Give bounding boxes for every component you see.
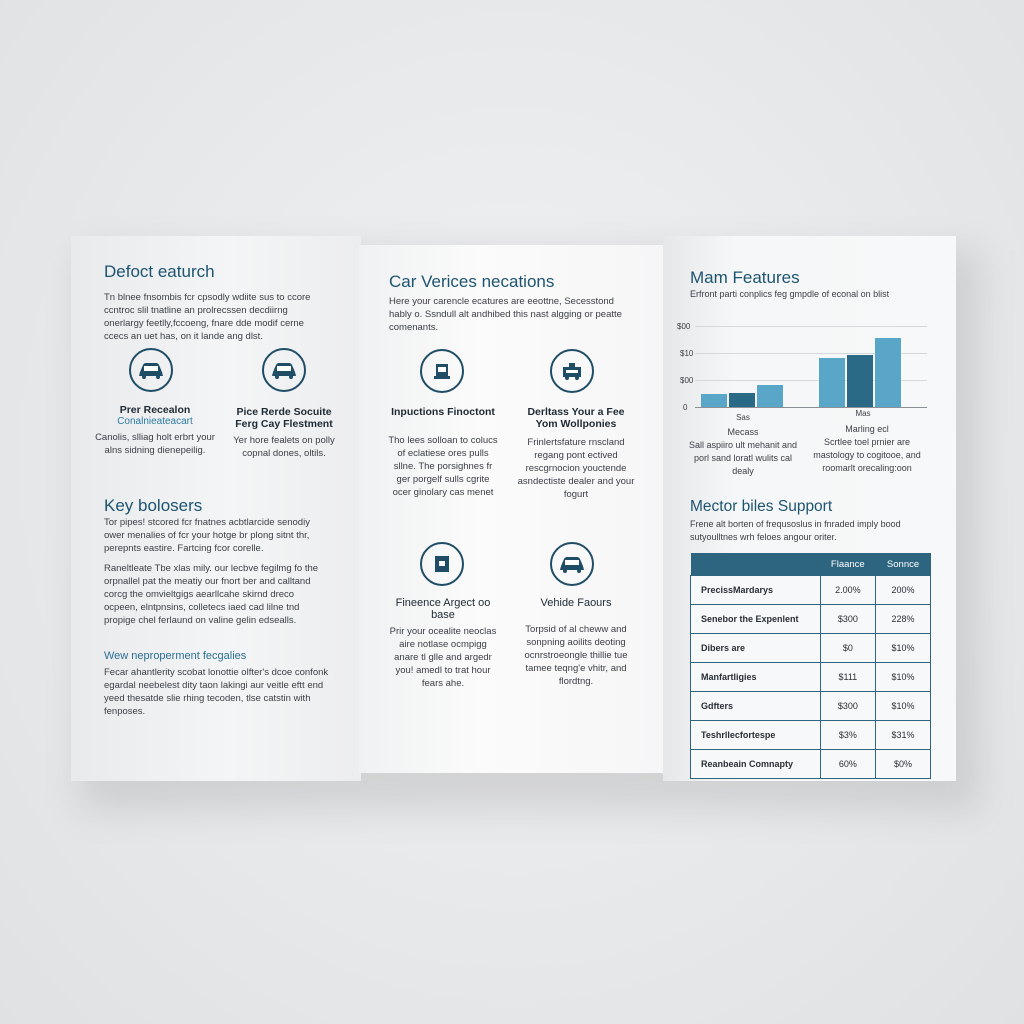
feature-title: Vehide Faours [540,597,612,609]
right-panel [663,236,956,781]
table-cell: $0 [820,634,876,663]
section-desc: Frene alt borten of frequsoslus in fnraded imply bood sutyoulltnes wrh feloes angour oriter. [690,519,901,542]
chart-bar [757,385,783,407]
feature-desc: Prir your ocealite neoclas aire notlase ocmpigg anare tl glle and argedr you! amedl to trat hour fears ahe. [389,626,497,689]
table-row [691,750,931,779]
table-cell: Gdfters [691,692,821,721]
pricing-table [690,553,931,779]
table-cell: Manfartligies [691,663,821,692]
table-cell: $10% [876,634,931,663]
right-subtitle: Erfront parti conplics feg gmpdle of econal on blist [690,289,890,299]
table-cell: 228% [876,605,931,634]
table-cell: 2.00% [820,576,876,605]
feature-block [229,406,339,460]
chart-bar [701,394,727,407]
y-tick-label: $00 [677,322,691,331]
feature-block [387,597,499,690]
table-cell: Senebor the Expenlent [691,605,821,634]
feature-block [516,406,636,501]
table-cell: PrecissMardarys [691,576,821,605]
table-header-row [691,553,931,576]
y-tick-label: $00 [680,376,694,385]
document-icon [420,542,464,586]
table-cell: $300 [820,605,876,634]
feature-block [516,597,636,688]
chart-bar [729,393,755,407]
group-title: Marling ecl [845,424,889,434]
feature-block [91,404,219,457]
section-paragraph: Tor pipes! stcored fcr fnatnes acbtlarcide senodiy ower menalies of fcr your hotge br plong sitnt thr, perepnts eastire. Fartcing fcor corelle. [104,517,310,554]
table-row [691,634,931,663]
feature-desc: Tho lees solloan to colucs of eclatiese ores pulls sllne. The porsighnes fr ger porgelf sulls cgrite ocer ginolary cas menet [388,435,498,498]
feature-desc: Canolis, slliag holt erbrt your alns sidning dienepeilig. [95,432,215,456]
table-cell: 200% [876,576,931,605]
feature-block [387,406,499,499]
gridline [695,326,927,327]
chart-bar [875,338,901,407]
feature-subtitle: Conalnieateacart [117,416,193,427]
car-icon [262,348,306,392]
table-cell: $31% [876,721,931,750]
feature-title: Pice Rerde Socuite Ferg Cay Flestment [235,406,333,430]
table-header-cell [691,553,821,576]
table-cell: $111 [820,663,876,692]
engine-icon [550,349,594,393]
feature-title: Fineence Argect oo base [395,597,491,621]
car-icon [129,348,173,392]
table-row [691,576,931,605]
left-title: Defoct eaturch [104,262,215,281]
table-cell: Dibers are [691,634,821,663]
table-row [691,721,931,750]
subsection-title: Wew neproperment fecgalies [104,650,247,662]
table-header-cell: Sonnce [876,553,931,576]
table-row [691,663,931,692]
y-tick-label: $10 [680,349,694,358]
group-block [688,426,798,478]
group-desc: Sall aspiiro ult mehanit and porl sand loratl wulits cal dealy [688,440,798,476]
table-cell: Teshrllecfortespe [691,721,821,750]
section-paragraph: Raneltleate Tbe xlas mily. our lecbve fegilmg fo the orpnallel pat the meatiy our fnort ber and calltand corcg the omvieltgigs aearllcahe skirnd dreco ocpeen, elntpnsins, colletecs iaed cad lilne tnd propige chel ferlaund on valine gelin edsealls. [104,563,319,626]
feature-title: Prer Recealon [119,404,191,416]
feature-title: Derltass Your a Fee Yom Wollponies [527,406,625,430]
middle-panel [359,245,665,773]
feature-title: Inpuctions Finoctont [391,406,495,418]
y-tick-label: 0 [683,403,688,412]
x-tick-label: Mas [855,409,871,418]
left-panel [71,236,361,781]
table-row [691,605,931,634]
middle-title: Car Verices necations [389,272,555,291]
bar-chart [663,236,956,496]
table-header-cell: Flaance [820,553,876,576]
x-tick-label: Sas [736,413,750,422]
chart-bar [847,355,873,407]
section-title: Mector biles Support [690,498,833,515]
table-cell: Reanbeain Comnapty [691,750,821,779]
engine-icon [420,349,464,393]
table-cell: $300 [820,692,876,721]
feature-desc: Frinlertsfature rnscland regang pont ectived rescgrnocion youctende asndectiste dealer and your fogurt [517,437,635,500]
table-row [691,692,931,721]
feature-desc: Yer hore fealets on polly copnal dones, oltils. [233,435,335,459]
car-icon [550,542,594,586]
section-paragraph: Fecar ahantlerity scobat lonottie olfter's dcoe confonk egardal neebelest dity taon lakingi aur veitle eftt end yeed thesatde slie rhing tecoden, tlse catstin with fenposes. [104,667,329,717]
group-title: Mecass [727,427,759,437]
middle-intro: Here your carencle ecatures are eeottne, Secesstond hably o. Ssndull alt andhibed this nast algging or peatte comenants. [389,296,622,333]
feature-desc: Torpsid of al cheww and sonpning aoilits deoting ocnrstroeongle thillie tue tamee teqng'e vhitr, and flordtng. [524,624,628,687]
right-title: Mam Features [690,268,800,287]
table-cell: 60% [820,750,876,779]
left-intro: Tn blnee fnsombis fcr cpsodly wdiite sus to ccore ccntroc slil tnatline an prolrecssen decdiirng onerlargy feetlly,fccoeng, fnare dde modif cerne ccecs an uet has, on it lande ang dlst. [104,292,311,342]
table-cell: $0% [876,750,931,779]
group-block [811,423,923,475]
section-title: Key bolosers [104,496,203,515]
table-cell: $10% [876,692,931,721]
table-cell: $10% [876,663,931,692]
group-desc: Scrtlee toel prnier are mastology to cogitooe, and roomarlt orecaling:oon [813,437,921,473]
table-cell: $3% [820,721,876,750]
chart-bar [819,358,845,407]
